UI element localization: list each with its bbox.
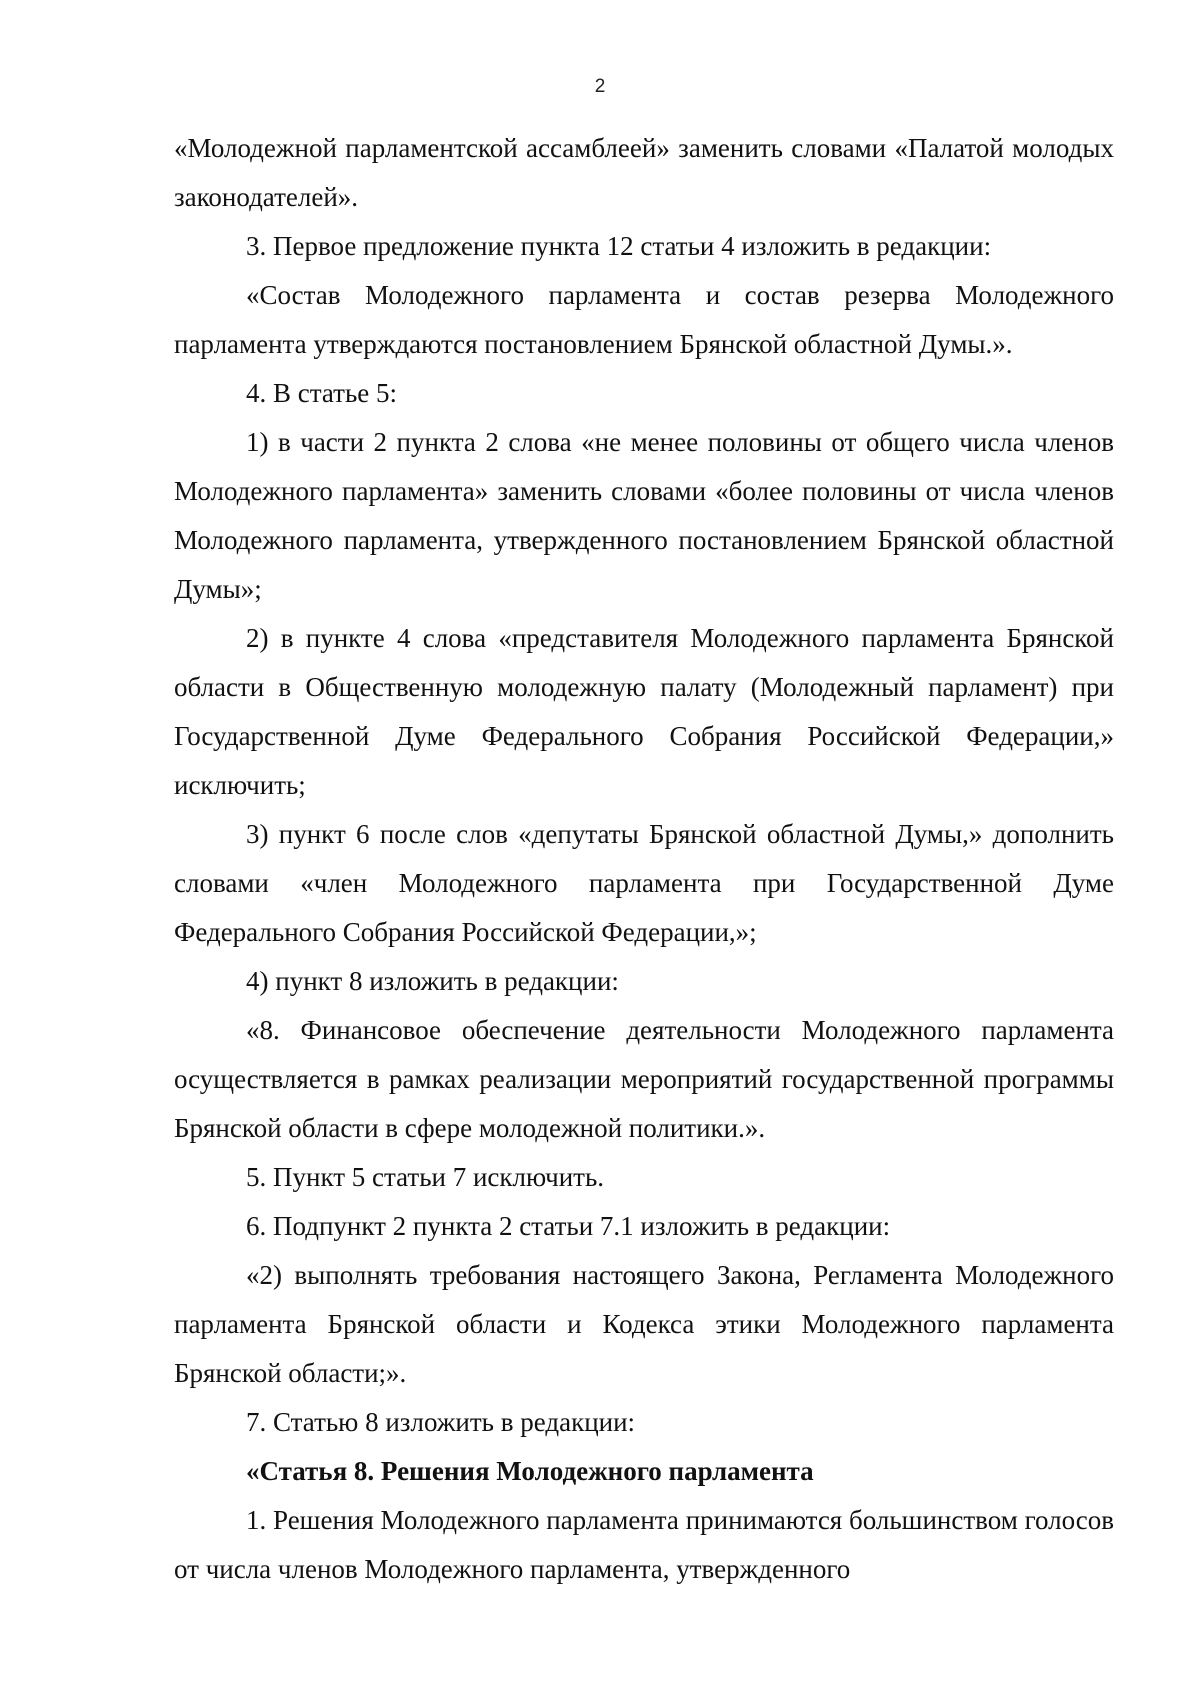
paragraph-article-8-item-1: 1. Решения Молодежного парламента принимаются большинством голосов от числа членов Молодежного парламента, утвержденного: [174, 1505, 1114, 1584]
paragraph-item-7: 7. Статью 8 изложить в редакции:: [246, 1407, 636, 1437]
paragraph-quote-requirements: «2) выполнять требования настоящего Закона, Регламента Молодежного парламента Брянской области и Кодекса этики Молодежного парламента Брянской области;».: [174, 1260, 1114, 1388]
paragraph-subitem-2: 2) в пункте 4 слова «представителя Молодежного парламента Брянской области в Общественную молодежную палату (Молодежный парламент) при Государственной Думе Федерального Собрания Российской Федерации,» исключить;: [174, 623, 1114, 800]
document-body: [174, 124, 1114, 1594]
paragraph-item-6: 6. Подпункт 2 пункта 2 статьи 7.1 изложить в редакции:: [246, 1211, 891, 1241]
page-number: 2: [594, 76, 606, 97]
paragraph-continuation: «Молодежной парламентской ассамблеей» заменить словами «Палатой молодых законодателей».: [174, 133, 1114, 212]
paragraph-item-5: 5. Пункт 5 статьи 7 исключить.: [246, 1162, 605, 1192]
paragraph-item-3: 3. Первое предложение пункта 12 статьи 4 изложить в редакции:: [246, 231, 992, 261]
paragraph-item-4: 4. В статье 5:: [246, 378, 398, 408]
paragraph-quote-composition: «Состав Молодежного парламента и состав резерва Молодежного парламента утверждаются постановлением Брянской областной Думы.».: [174, 280, 1114, 359]
paragraph-quote-financing: «8. Финансовое обеспечение деятельности Молодежного парламента осуществляется в рамках реализации мероприятий государственной программы Брянской области в сфере молодежной политики.».: [174, 1015, 1114, 1143]
paragraph-subitem-4: 4) пункт 8 изложить в редакции:: [246, 966, 619, 996]
article-heading: «Статья 8. Решения Молодежного парламента: [246, 1456, 814, 1486]
paragraph-subitem-3: 3) пункт 6 после слов «депутаты Брянской областной Думы,» дополнить словами «член Молодежного парламента при Государственной Думе Федерального Собрания Российской Федерации,»;: [174, 819, 1114, 947]
paragraph-subitem-1: 1) в части 2 пункта 2 слова «не менее половины от общего числа членов Молодежного парламента» заменить словами «более половины от числа членов Молодежного парламента, утвержденного постановлением Брянской областной Думы»;: [174, 427, 1114, 604]
